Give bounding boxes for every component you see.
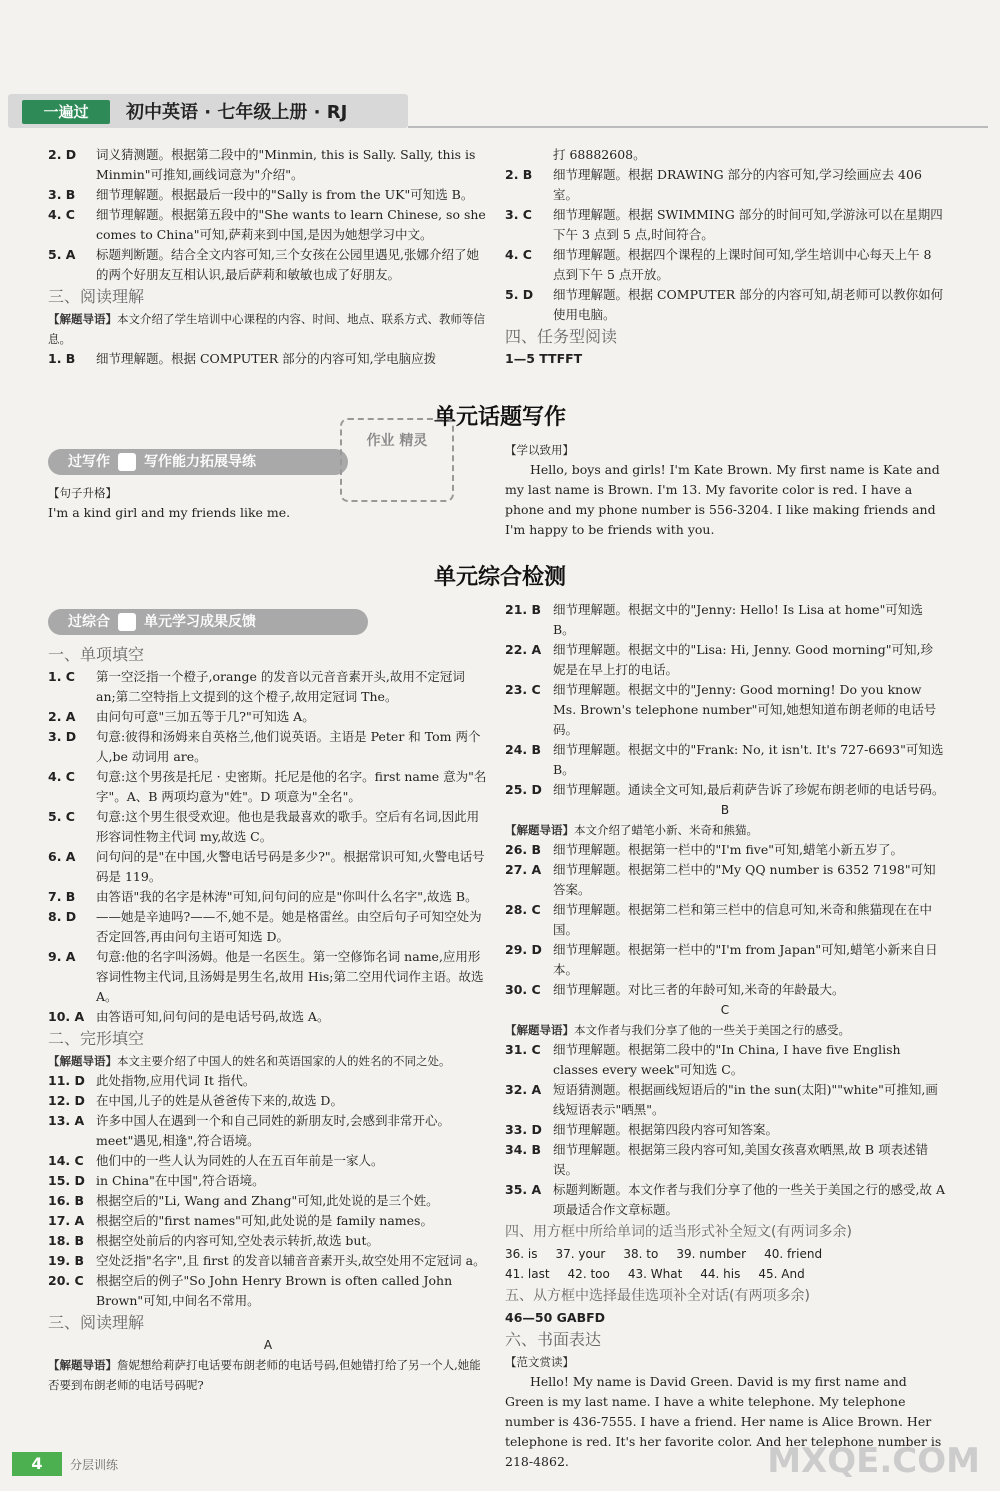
answer-item [48,847,488,887]
guide-note: 【解题导语】詹妮想给莉萨打电话要布朗老师的电话号码,但她错打给了另一个人,她能否要到布朗老师的电话号码呢? [48,1358,481,1392]
answer-item [48,205,488,245]
item-number: 14. C [48,1153,84,1168]
item-text: 细节理解题。根据第四段内容可知答案。 [553,1122,779,1137]
answer-item [48,1007,488,1027]
item-number: 31. C [505,1042,541,1057]
answer-item [48,1211,488,1231]
answer-item [48,245,488,285]
word-answer: 40. friend [764,1247,823,1261]
item-number: 4. C [48,769,75,784]
item-number: 13. A [48,1113,85,1128]
item-text: 句意:这个男生很受欢迎。他也是我最喜欢的歌手。空后有名词,因此用形容词性物主代词 my,故选 C。 [96,809,480,844]
page-number: 4 [12,1452,62,1476]
item-text: 细节理解题。根据第一栏中的"I'm from Japan"可知,蜡笔小新来自日本。 [553,942,938,977]
item-number: 8. D [48,909,77,924]
answer-item [505,165,945,205]
section-heading: 六、书面表达 [505,1330,602,1349]
item-text: 句意:他的名字叫汤姆。他是一名医生。第一空修饰名词 name,应用形容词性物主代词,且汤姆是男生名,故用 His;第二空用代词作主语。故选 A。 [96,949,484,1004]
essay-text: Hello! My name is David Green. David is my first name and Green is my last name. I have a white telephone. My telephone number is 436-7555. I have a friend. Her name is Alice Brown. Her telephone is red. It's her favorite color. And her telephone number is 218-4862. [505,1374,942,1469]
item-text: 细节理解题。根据四个课程的上课时间可知,学生培训中心每天上午 8 点到下午 5 点开放。 [553,247,932,282]
answer-item [48,1151,488,1171]
answer-line: 1—5 TTFFT [505,351,583,366]
test-left-column [48,643,488,1395]
answer-item [48,807,488,847]
test-right-column [505,600,945,1472]
item-text: 细节理解题。根据第二栏中的"My QQ number is 6352 7198"可知答案。 [553,862,936,897]
label: 【范文赏读】 [505,1355,574,1369]
item-number: 30. C [505,982,541,997]
item-number: 25. D [505,782,542,797]
item-text: 根据空后的例子"So John Henry Brown is often called John Brown"可知,中间名不常用。 [96,1273,453,1308]
item-number: 33. D [505,1122,542,1137]
item-number: 3. D [48,729,77,744]
answer-item [48,1171,488,1191]
answer-item [48,707,488,727]
section-heading: 四、任务型阅读 [505,327,618,346]
label: 【学以致用】 [505,443,574,457]
item-number: 23. C [505,682,541,697]
item-number: 2. A [48,709,76,724]
answer-item [48,667,488,707]
watermark: MXQE.COM [767,1441,980,1481]
item-number: 19. B [48,1253,85,1268]
guide-note: 【解题导语】本文主要介绍了中国人的姓名和英语国家的人的姓名的不同之处。 [48,1054,451,1068]
item-number: 1. C [48,669,75,684]
item-number: 3. B [48,187,76,202]
item-number: 24. B [505,742,542,757]
item-number: 29. D [505,942,542,957]
word-answer: 41. last [505,1267,550,1281]
answer-item [505,205,945,245]
item-text: 细节理解题。根据 DRAWING 部分的内容可知,学习绘画应去 406 室。 [553,167,922,202]
section-heading: 五、从方框中选择最佳选项补全对话(有两项多余) [505,1288,810,1304]
answer-item [505,840,945,860]
pencil-icon [118,453,136,471]
item-text: 标题判断题。本文作者与我们分享了他的一些关于美国之行的感受,故 A 项最适合作文章标题。 [553,1182,945,1217]
sentence-text: I'm a kind girl and my friends like me. [48,505,291,520]
item-text: in China"在中国",符合语境。 [96,1173,265,1188]
item-text: 由问句可意"三加五等于几?"可知选 A。 [96,709,315,724]
answer-item [48,185,488,205]
item-text: 根据空后的"first names"可知,此处说的是 family names。 [96,1213,433,1228]
item-number: 9. A [48,949,76,964]
test-title: 单元综合检测 [433,565,566,590]
answer-item [505,1120,945,1140]
answer-item [505,600,945,640]
word-answer: 36. is [505,1247,538,1261]
item-text: 此处指物,应用代词 It 指代。 [96,1073,256,1088]
item-text: 细节理解题。根据第二栏和第三栏中的信息可知,米奇和熊猫现在在中国。 [553,902,932,937]
item-number: 27. A [505,862,542,877]
item-number: 18. B [48,1233,85,1248]
item-number: 16. B [48,1193,85,1208]
item-number: 6. A [48,849,76,864]
answer-item [48,727,488,767]
answer-item [48,1231,488,1251]
item-text: 问句问的是"在中国,火警电话号码是多少?"。根据常识可知,火警电话号码是 119。 [96,849,485,884]
answer-item [505,980,945,1000]
writing-tag: 过写作 写作能力拓展导练 [48,449,348,475]
answer-item [48,145,488,185]
section-heading: 二、完形填空 [48,1029,145,1048]
answer-item [505,680,945,740]
top-right-column [505,145,945,369]
answer-item [505,1080,945,1120]
answer-item: 1. B 细节理解题。根据 COMPUTER 部分的内容可知,学电脑应拨 [48,351,437,366]
answer-item [505,245,945,285]
label: 【句子升格】 [48,486,117,500]
sentence-block [48,483,338,523]
answer-item [48,767,488,807]
answer-item [505,940,945,980]
answer-item [505,1140,945,1180]
book-title: 初中英语 · 七年级上册 · RJ [126,102,348,123]
answer-item [505,860,945,900]
item-number: 11. D [48,1073,85,1088]
item-text: 由答语可知,问句问的是电话号码,故选 A。 [96,1009,330,1024]
item-number: 15. D [48,1173,85,1188]
word-answer: 42. too [567,1267,610,1281]
item-text: 细节理解题。根据 SWIMMING 部分的时间可知,学游泳可以在星期四下午 3 点到 5 点,时间符合。 [553,207,943,242]
answer-item [505,780,945,800]
item-number: 22. A [505,642,542,657]
word-answer: 38. to [623,1247,659,1261]
learn-block [505,440,945,540]
answer-item [48,1071,488,1091]
item-text: 细节理解题。根据文中的"Lisa: Hi, Jenny. Good morning"可知,珍妮是在早上打的电话。 [553,642,933,677]
sub-heading: A [263,1338,273,1352]
item-text: 词义猜测题。根据第二段中的"Minmin, this is Sally. Sally, this is Minmin"可推知,画线词意为"介绍"。 [96,147,476,182]
item-number: 5. D [505,287,534,302]
answer-item [48,887,488,907]
list-icon [118,613,136,631]
brand-logo: 一遍过 [22,100,110,124]
item-text: 细节理解题。根据文中的"Jenny: Good morning! Do you know Ms. Brown's telephone number"可知,她想知道布朗老师的电话号码。 [553,682,937,737]
item-text: 细节理解题。根据第三段内容可知,美国女孩喜欢晒黑,故 B 项表述错误。 [553,1142,929,1177]
answer-item [48,1111,488,1151]
item-number: 3. C [505,207,532,222]
item-number: 34. B [505,1142,542,1157]
item-text: 在中国,儿子的姓是从爸爸传下来的,故选 D。 [96,1093,343,1108]
sub-heading: C [720,1003,730,1017]
item-text: 细节理解题。根据 COMPUTER 部分的内容可知,胡老师可以教你如何使用电脑。 [553,287,944,322]
answer-item [505,900,945,940]
guide-note: 【解题导语】本文介绍了学生培训中心课程的内容、时间、地点、联系方式、教师等信息。 [48,312,485,346]
item-number: 21. B [505,602,542,617]
item-number: 35. A [505,1182,542,1197]
item-text: 短语猜测题。根据画线短语后的"in the sun(太阳)""white"可推知,画线短语表示"晒黑"。 [553,1082,938,1117]
word-answer: 45. And [758,1267,805,1281]
sub-heading: B [720,803,730,817]
answer-item [48,1191,488,1211]
answer-item [48,1251,488,1271]
top-left-column [48,145,488,369]
item-number: 2. D [48,147,77,162]
word-answers [505,1244,945,1264]
answer-item [505,1040,945,1080]
learn-text: Hello, boys and girls! I'm Kate Brown. My first name is Kate and my last name is Brown. I'm 13. My favorite color is red. I have a phone and my phone number is 556-3204. I like making friends and I'm happy to be friends with you. [505,462,940,537]
guide-note: 【解题导语】本文作者与我们分享了他的一些关于美国之行的感受。 [505,1023,850,1037]
item-number: 12. D [48,1093,85,1108]
item-text: 细节理解题。根据第二段中的"In China, I have five English classes every week"可知选 C。 [553,1042,901,1077]
item-number: 7. B [48,889,76,904]
writing-title: 单元话题写作 [433,405,566,430]
answer-item [48,907,488,947]
word-answer: 43. What [627,1267,683,1281]
item-text: 由答语"我的名字是林涛"可知,问句问的应是"你叫什么名字",故选 B。 [96,889,478,904]
item-text: 细节理解题。根据文中的"Frank: No, it isn't. It's 727-6693"可知选 B。 [553,742,944,777]
section-heading: 三、阅读理解 [48,287,145,306]
answer-item [505,1180,945,1220]
word-answers [505,1264,945,1284]
item-number: 5. C [48,809,75,824]
item-text: 细节理解题。根据最后一段中的"Sally is from the UK"可知选 B。 [96,187,474,202]
item-number: 4. C [505,247,532,262]
item-text: 细节理解题。根据第五段中的"She wants to learn Chinese, so she comes to China"可知,萨莉来到中国,是因为她想学习中文。 [96,207,486,242]
item-number: 17. A [48,1213,85,1228]
item-text: 标题判断题。结合全文内容可知,三个女孩在公园里遇见,张娜介绍了她的两个好朋友互相认识,最后萨莉和敏敏也成了好朋友。 [96,247,479,282]
item-text: 他们中的一些人认为同姓的人在五百年前是一家人。 [96,1153,384,1168]
section-heading: 一、单项填空 [48,645,145,664]
item-text: 第一空泛指一个橙子,orange 的发音以元音音素开头,故用不定冠词 an;第二空特指上文提到的这个橙子,故用定冠词 The。 [96,669,465,704]
item-text: 许多中国人在遇到一个和自己同姓的新朋友时,会感到非常开心。meet"遇见,相逢",符合语境。 [96,1113,450,1148]
answer-item [505,285,945,325]
item-number: 28. C [505,902,541,917]
section-heading: 四、用方框中所给单词的适当形式补全短文(有两词多余) [505,1224,852,1240]
item-text: 细节理解题。通读全文可知,最后莉萨告诉了珍妮布朗老师的电话号码。 [553,782,945,797]
answer-item [48,1271,488,1311]
item-text: 句意:这个男孩是托尼 · 史密斯。托尼是他的名字。first name 意为"名字"。A、B 两项均意为"姓"。D 项意为"全名"。 [96,769,487,804]
guide-note: 【解题导语】本文介绍了蜡笔小新、米奇和熊猫。 [505,823,758,837]
word-answer: 39. number [676,1247,747,1261]
continued-text: 打 68882608。 [553,147,646,162]
item-number: 2. B [505,167,533,182]
answer-item [505,640,945,680]
word-answer: 44. his [700,1267,741,1281]
footer-label: 分层训练 [70,1458,119,1472]
item-text: 根据空后的"Li, Wang and Zhang"可知,此处说的是三个姓。 [96,1193,439,1208]
page-footer [12,1452,132,1478]
item-number: 32. A [505,1082,542,1097]
item-number: 4. C [48,207,75,222]
item-text: 空处泛指"名字",且 first 的发音以辅音音素开头,故空处用不定冠词 a。 [96,1253,486,1268]
item-number: 20. C [48,1273,84,1288]
item-text: ——她是辛迪吗?——不,她不是。她是格雷丝。由空后句子可知空处为否定回答,再由问句主语可知选 D。 [96,909,482,944]
word-answer: 37. your [555,1247,606,1261]
item-text: 根据空处前后的内容可知,空处表示转折,故选 but。 [96,1233,379,1248]
test-tag: 过综合 单元学习成果反馈 [48,609,368,635]
item-number: 5. A [48,247,76,262]
stamp-logo: 作业 精灵 [340,418,454,502]
answer-item [48,947,488,1007]
answer-item [48,1091,488,1111]
answer-item [505,740,945,780]
item-text: 句意:彼得和汤姆来自英格兰,他们说英语。主语是 Peter 和 Tom 两个人,be 动词用 are。 [96,729,481,764]
item-text: 细节理解题。对比三者的年龄可知,米奇的年龄最大。 [553,982,845,997]
page-header [8,88,992,132]
header-rule [408,126,988,128]
section-heading: 三、阅读理解 [48,1313,145,1332]
item-number: 26. B [505,842,542,857]
item-text: 细节理解题。根据第一栏中的"I'm five"可知,蜡笔小新五岁了。 [553,842,903,857]
item-text: 细节理解题。根据文中的"Jenny: Hello! Is Lisa at home"可知选 B。 [553,602,923,637]
answer-line: 46—50 GABFD [505,1310,606,1325]
item-number: 10. A [48,1009,85,1024]
